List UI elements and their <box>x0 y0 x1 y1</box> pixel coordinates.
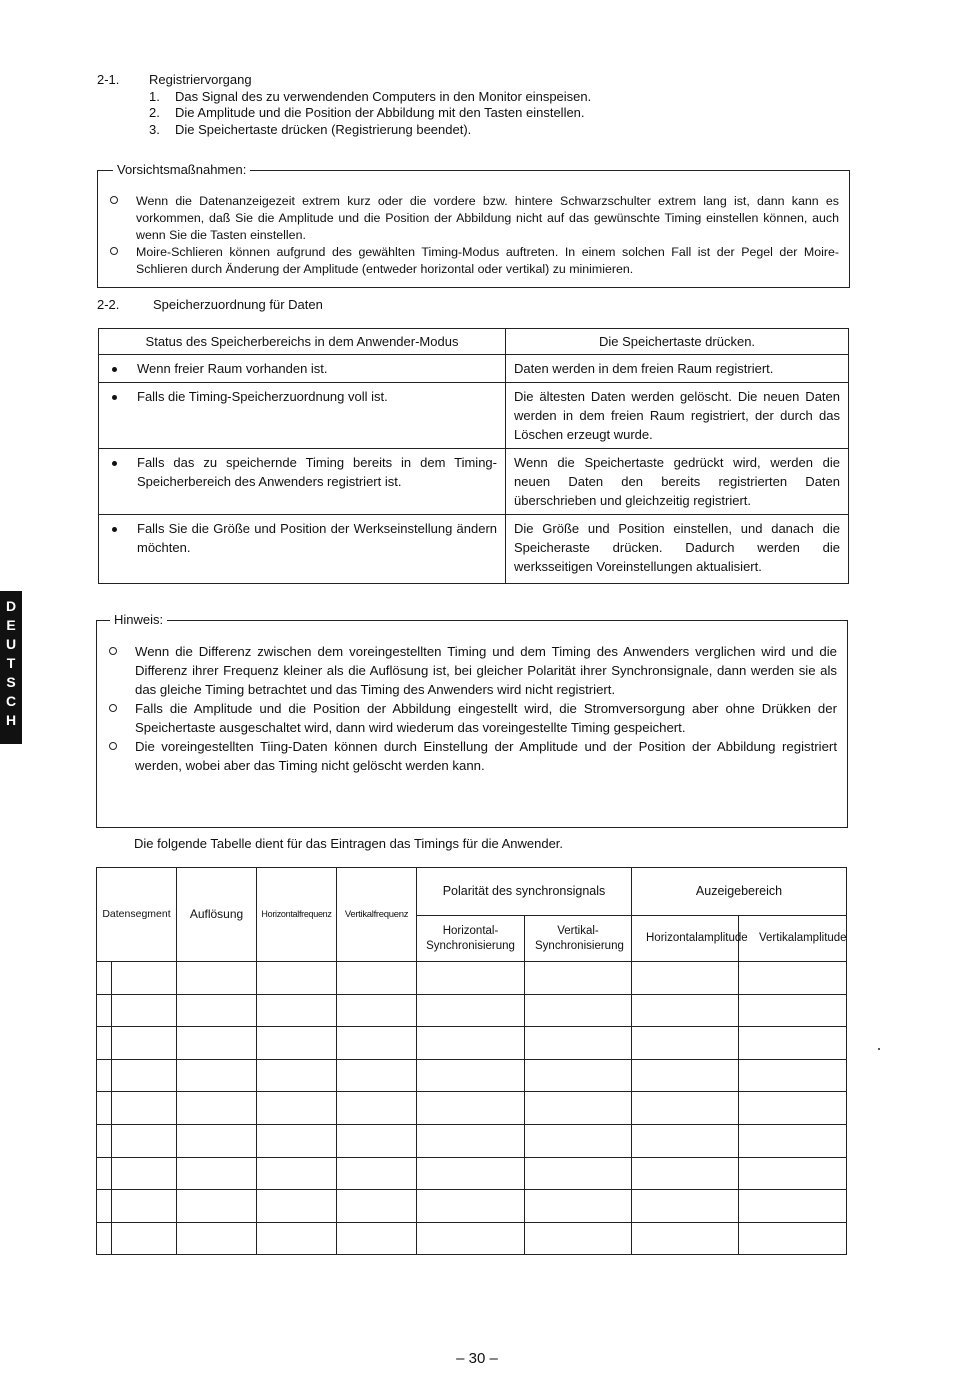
segment-cell-split <box>97 962 176 994</box>
table-cell[interactable] <box>417 1157 525 1190</box>
table-cell[interactable] <box>525 1190 632 1223</box>
table-row <box>97 1157 847 1190</box>
section-title: Registriervorgang <box>149 72 252 87</box>
table-cell[interactable] <box>177 1092 257 1125</box>
segment-cell-split <box>97 1125 176 1157</box>
table-cell[interactable] <box>417 962 525 995</box>
table-cell[interactable] <box>97 1092 177 1125</box>
section-data-allocation <box>97 297 323 313</box>
table-cell[interactable] <box>337 1059 417 1092</box>
table-cell[interactable] <box>337 962 417 995</box>
user-timing-table <box>96 867 847 1255</box>
table-cell[interactable] <box>257 1157 337 1190</box>
section-number: 2-2. <box>97 297 120 312</box>
table-cell: Die ältesten Daten werden gelöscht. Die neuen Daten werden in dem freien Raum registriert, der durch das Löschen erzeugt wurde. <box>506 383 849 449</box>
precautions-list <box>98 171 849 278</box>
table-row <box>97 962 847 995</box>
table-cell: Daten werden in dem freien Raum registriert. <box>506 355 849 383</box>
table-header-row <box>97 868 847 916</box>
table-cell[interactable] <box>177 1124 257 1157</box>
table-intro-text: Die folgende Tabelle dient für das Eintragen das Timings für die Anwender. <box>134 836 564 851</box>
table-cell[interactable] <box>525 1222 632 1255</box>
table-cell[interactable] <box>257 994 337 1027</box>
list-item: Moire-Schlieren können aufgrund des gewählten Timing-Modus auftreten. In einem solchen Fall ist der Pegel der Moire-Schlieren durch Änderung der Amplitude (entweder horizontal oder vertikal) zu minimieren. <box>98 244 839 278</box>
table-cell[interactable] <box>257 1190 337 1223</box>
table-cell[interactable] <box>417 1222 525 1255</box>
column-header-vertikal-sync: Vertikal-Synchronisierung <box>525 916 632 962</box>
step-item: 3. Die Speichertaste drücken (Registrierung beendet). <box>149 121 472 137</box>
table-cell[interactable] <box>632 1190 739 1223</box>
table-cell[interactable] <box>632 1092 739 1125</box>
column-header-aufloesung: Auflösung <box>177 868 257 962</box>
table-cell[interactable] <box>417 994 525 1027</box>
table-cell[interactable] <box>97 994 177 1027</box>
language-side-tab <box>0 591 22 744</box>
table-cell: Falls das zu speichernde Timing bereits in dem Timing-Speicherbereich des Anwenders registriert ist. <box>99 449 506 515</box>
segment-index-cell <box>97 1190 112 1222</box>
side-tab-letters: D E U T S C H <box>5 598 17 728</box>
segment-index-cell <box>97 1125 112 1157</box>
table-row <box>97 1190 847 1223</box>
table-cell[interactable] <box>257 1092 337 1125</box>
table-cell: Falls die Timing-Speicherzuordnung voll ist. <box>99 383 506 449</box>
table-cell: Wenn die Speichertaste gedrückt wird, werden die neuen Daten den bereits registrierten Daten überschrieben und gleichzeitig registriert. <box>506 449 849 515</box>
bullet-icon <box>112 395 117 400</box>
table-cell[interactable] <box>337 1222 417 1255</box>
table-row <box>97 994 847 1027</box>
table-cell[interactable] <box>337 1027 417 1060</box>
list-item: Wenn die Datenanzeigezeit extrem kurz oder die vordere bzw. hintere Schwarzschulter extrem lang ist, dann kann es vorkommen, daß Sie die Amplitude und die Position der Abbildung nicht auf das gewünschte Timing einstellen können, auch wenn Sie die Tasten einstellen. <box>98 193 839 244</box>
list-item: Falls die Amplitude und die Position der Abbildung eingestellt wird, die Stromversorgung aber ohne Drükken der Speichertaste ausgeschaltet wird, dann wird wiederum das voreingestellte Timing gespeichert. <box>97 699 837 737</box>
table-cell[interactable] <box>177 962 257 995</box>
step-item: 1. Das Signal des zu verwendenden Computers in den Monitor einspeisen. <box>149 88 592 104</box>
column-header: Die Speichertaste drücken. <box>506 329 849 355</box>
section-number: 2-1. <box>97 72 120 87</box>
list-item: Die voreingestellten Tiing-Daten können durch Einstellung der Amplitude und der Position der Abbildung registriert werden, wobei aber das Timing nicht gelöscht werden kann. <box>97 737 837 775</box>
circle-bullet-icon <box>110 247 118 255</box>
column-header-vertikal-amplitude: Vertikalamplitude <box>739 916 847 962</box>
segment-index-cell <box>97 1158 112 1190</box>
table-cell[interactable] <box>177 1027 257 1060</box>
table-cell[interactable] <box>337 994 417 1027</box>
table-cell[interactable] <box>337 1190 417 1223</box>
circle-bullet-icon <box>110 196 118 204</box>
table-row <box>99 449 849 515</box>
hint-title: Hinweis: <box>110 612 167 628</box>
table-cell[interactable] <box>525 1092 632 1125</box>
table-cell[interactable] <box>97 1222 177 1255</box>
table-cell[interactable] <box>177 1059 257 1092</box>
group-header-anzeigebereich: Auzeigebereich <box>632 868 847 916</box>
table-cell[interactable] <box>525 1027 632 1060</box>
table-cell: Die Größe und Position einstellen, und danach die Speicheraste drücken. Dadurch werden die werksseitigen Voreinstellungen aktualisiert. <box>506 515 849 584</box>
segment-index-cell <box>97 1092 112 1124</box>
table-cell[interactable] <box>417 1092 525 1125</box>
table-cell[interactable] <box>177 1190 257 1223</box>
table-cell: Wenn freier Raum vorhanden ist. <box>99 355 506 383</box>
stray-mark <box>878 1048 880 1050</box>
table-cell[interactable] <box>739 1222 847 1255</box>
table-cell[interactable] <box>177 1222 257 1255</box>
step-item: 2. Die Amplitude und die Position der Abbildung mit den Tasten einstellen. <box>149 105 585 120</box>
bullet-icon <box>112 367 117 372</box>
segment-index-cell <box>97 1223 112 1255</box>
table-cell[interactable] <box>177 994 257 1027</box>
circle-bullet-icon <box>109 647 117 655</box>
table-row <box>99 515 849 584</box>
table-cell[interactable] <box>632 962 739 995</box>
table-cell[interactable] <box>337 1124 417 1157</box>
segment-index-cell <box>97 1027 112 1059</box>
hint-box <box>96 620 848 828</box>
bullet-icon <box>112 461 117 466</box>
table-cell[interactable] <box>739 1059 847 1092</box>
segment-cell-split <box>97 1060 176 1092</box>
table-cell[interactable] <box>632 1124 739 1157</box>
table-cell[interactable] <box>632 1222 739 1255</box>
segment-index-cell <box>97 962 112 994</box>
table-cell[interactable] <box>739 1157 847 1190</box>
page-number: – 30 – <box>456 1350 498 1367</box>
table-cell[interactable] <box>257 962 337 995</box>
table-cell[interactable] <box>417 1124 525 1157</box>
column-header-horizontal-sync: Horizontal-Synchronisierung <box>417 916 525 962</box>
segment-cell-split <box>97 995 176 1027</box>
table-cell[interactable] <box>337 1092 417 1125</box>
segment-cell-split <box>97 1190 176 1222</box>
procedure-steps <box>97 89 857 139</box>
list-item: Wenn die Differenz zwischen dem voreingestellten Timing und dem Timing des Anwenders verglichen wird und die Differenz ihrer Frequenz kleiner als die Auflösung ist, bei gleicher Polarität ihrer Synchronsignale, dann werden sie als das gleiche Timing betrachtet und das Timing des Anwenders wird nicht registriert. <box>97 642 837 699</box>
table-cell[interactable] <box>525 1059 632 1092</box>
table-row <box>97 1222 847 1255</box>
table-cell[interactable] <box>632 994 739 1027</box>
table-cell[interactable] <box>257 1027 337 1060</box>
group-header-polaritaet: Polarität des synchronsignals <box>417 868 632 916</box>
column-header-horizontal-amplitude: Horizontalamplitude <box>632 916 739 962</box>
segment-cell-split <box>97 1027 176 1059</box>
segment-cell-split <box>97 1092 176 1124</box>
table-cell[interactable] <box>97 1157 177 1190</box>
circle-bullet-icon <box>109 704 117 712</box>
column-header: Status des Speicherbereichs in dem Anwender-Modus <box>99 329 506 355</box>
table-cell[interactable] <box>739 1190 847 1223</box>
precautions-box <box>97 170 850 288</box>
table-cell[interactable] <box>632 1157 739 1190</box>
segment-cell-split <box>97 1223 176 1255</box>
table-cell[interactable] <box>739 1092 847 1125</box>
table-cell[interactable] <box>417 1027 525 1060</box>
table-cell[interactable] <box>525 962 632 995</box>
table-cell[interactable] <box>417 1059 525 1092</box>
circle-bullet-icon <box>109 742 117 750</box>
timing-table-body <box>97 962 847 1255</box>
table-row <box>97 1124 847 1157</box>
table-cell[interactable] <box>525 1124 632 1157</box>
storage-allocation-table <box>98 328 849 584</box>
table-row <box>97 1059 847 1092</box>
table-cell[interactable] <box>417 1190 525 1223</box>
segment-index-cell <box>97 1060 112 1092</box>
table-cell[interactable] <box>97 1190 177 1223</box>
table-cell[interactable] <box>97 1124 177 1157</box>
table-cell[interactable] <box>739 1124 847 1157</box>
section-title: Speicherzuordnung für Daten <box>153 297 323 312</box>
table-row <box>97 1027 847 1060</box>
table-cell[interactable] <box>525 1157 632 1190</box>
precautions-title: Vorsichtsmaßnahmen: <box>113 162 250 178</box>
hint-list <box>97 621 847 775</box>
table-cell[interactable] <box>739 1027 847 1060</box>
table-cell[interactable] <box>632 1059 739 1092</box>
table-cell[interactable] <box>739 994 847 1027</box>
table-cell[interactable] <box>97 1059 177 1092</box>
table-cell[interactable] <box>257 1124 337 1157</box>
table-cell[interactable] <box>257 1059 337 1092</box>
section-registration-procedure <box>97 72 857 138</box>
table-cell[interactable] <box>337 1157 417 1190</box>
table-cell[interactable] <box>177 1157 257 1190</box>
segment-index-cell <box>97 995 112 1027</box>
table-cell[interactable] <box>739 962 847 995</box>
table-row <box>99 383 849 449</box>
table-cell[interactable] <box>97 1027 177 1060</box>
column-header-vertikalfrequenz: Vertikalfrequenz <box>337 868 417 962</box>
table-cell[interactable] <box>632 1027 739 1060</box>
bullet-icon <box>112 527 117 532</box>
table-cell[interactable] <box>97 962 177 995</box>
table-header-row <box>99 329 849 355</box>
table-row <box>97 1092 847 1125</box>
table-cell[interactable] <box>257 1222 337 1255</box>
table-cell: Falls Sie die Größe und Position der Werkseinstellung ändern möchten. <box>99 515 506 584</box>
column-header-datensegment: Datensegment <box>97 868 177 962</box>
column-header-horizontalfrequenz: Horizontalfrequenz <box>257 868 337 962</box>
table-cell[interactable] <box>525 994 632 1027</box>
segment-cell-split <box>97 1158 176 1190</box>
section-heading <box>97 72 857 89</box>
table-row <box>99 355 849 383</box>
